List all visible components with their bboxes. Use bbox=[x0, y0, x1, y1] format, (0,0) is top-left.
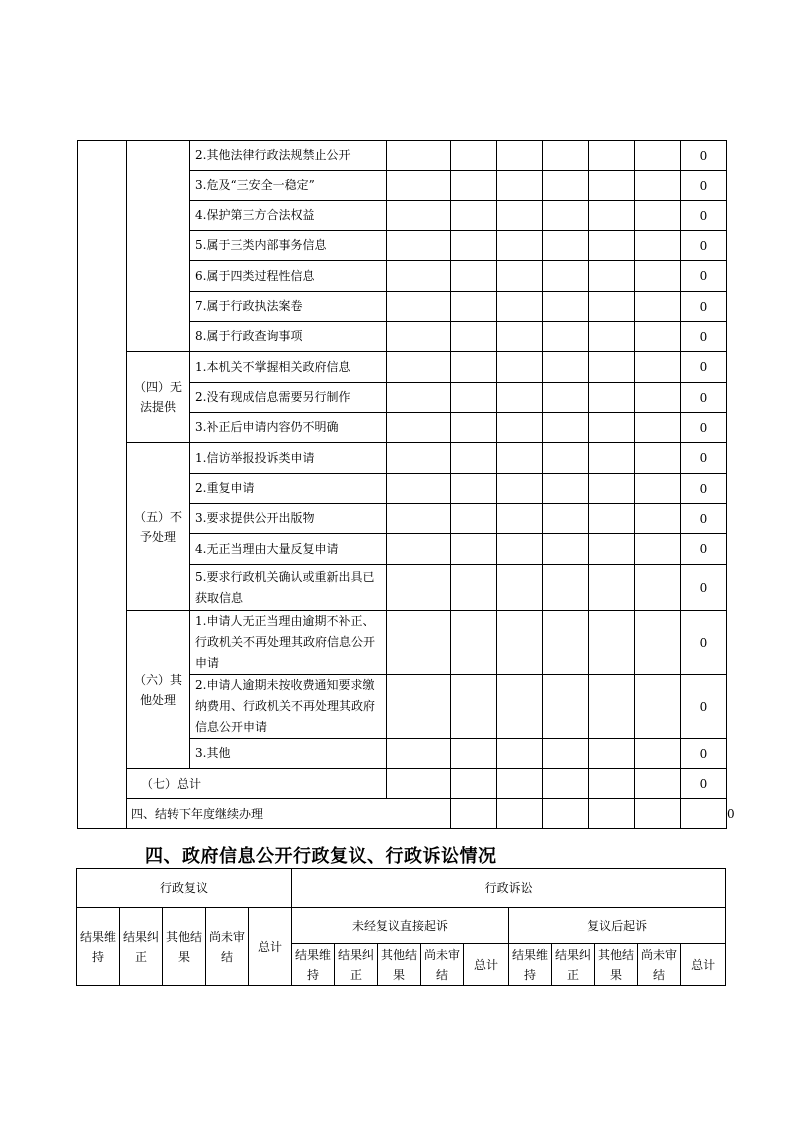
row-total: 0 bbox=[681, 474, 727, 504]
after-maintain: 结果维持 bbox=[509, 944, 552, 986]
carryover-row: 四、结转下年度继续办理 0 bbox=[78, 799, 727, 829]
empty-cell bbox=[543, 322, 589, 352]
empty-cell bbox=[451, 383, 497, 413]
empty-cell bbox=[497, 141, 543, 171]
empty-cell bbox=[589, 352, 635, 383]
empty-cell bbox=[589, 201, 635, 231]
empty-cell bbox=[497, 413, 543, 443]
empty-cell bbox=[387, 171, 451, 201]
empty-cell bbox=[543, 534, 589, 565]
row-total: 0 bbox=[681, 504, 727, 534]
empty-cell bbox=[589, 383, 635, 413]
empty-cell bbox=[589, 675, 635, 739]
empty-cell bbox=[543, 443, 589, 474]
review-litigation-table bbox=[76, 868, 726, 986]
empty-cell bbox=[451, 675, 497, 739]
empty-cell bbox=[497, 739, 543, 769]
table-row bbox=[78, 352, 727, 383]
row-total: 0 bbox=[681, 352, 727, 383]
empty-cell bbox=[543, 231, 589, 261]
empty-cell bbox=[589, 413, 635, 443]
empty-cell bbox=[543, 611, 589, 675]
empty-cell bbox=[451, 322, 497, 352]
empty-cell bbox=[451, 352, 497, 383]
item-label: 2.申请人逾期未按收费通知要求缴纳费用、行政机关不再处理其政府信息公开申请 bbox=[190, 675, 387, 739]
row-total: 0 bbox=[681, 322, 727, 352]
category-cell: （六）其他处理 bbox=[127, 611, 190, 769]
empty-cell bbox=[543, 799, 589, 829]
direct-correct: 结果纠正 bbox=[335, 944, 378, 986]
empty-cell bbox=[635, 141, 681, 171]
row-total: 0 bbox=[681, 565, 727, 611]
empty-cell bbox=[387, 739, 451, 769]
empty-cell bbox=[497, 799, 543, 829]
empty-cell bbox=[543, 383, 589, 413]
empty-cell bbox=[589, 443, 635, 474]
category-cell: （四）无法提供 bbox=[127, 352, 190, 443]
empty-cell bbox=[497, 443, 543, 474]
empty-cell bbox=[451, 231, 497, 261]
item-label: 1.申请人无正当理由逾期不补正、行政机关不再处理其政府信息公开申请 bbox=[190, 611, 387, 675]
empty-cell bbox=[589, 171, 635, 201]
empty-cell bbox=[635, 231, 681, 261]
empty-cell bbox=[543, 352, 589, 383]
outer-column-cell bbox=[78, 141, 127, 829]
category-cell: （五）不予处理 bbox=[127, 443, 190, 611]
empty-cell bbox=[387, 141, 451, 171]
empty-cell bbox=[497, 611, 543, 675]
item-label: 4.无正当理由大量反复申请 bbox=[190, 534, 387, 565]
empty-cell bbox=[635, 352, 681, 383]
empty-cell bbox=[387, 413, 451, 443]
empty-cell bbox=[589, 769, 635, 799]
empty-cell bbox=[451, 171, 497, 201]
item-label: 2.没有现成信息需要另行制作 bbox=[190, 383, 387, 413]
empty-cell bbox=[497, 534, 543, 565]
item-label: 2.其他法律行政法规禁止公开 bbox=[190, 141, 387, 171]
empty-cell bbox=[451, 739, 497, 769]
empty-cell bbox=[543, 504, 589, 534]
empty-cell bbox=[635, 504, 681, 534]
row-total: 0 bbox=[681, 413, 727, 443]
section-title: 四、政府信息公开行政复议、行政诉讼情况 bbox=[145, 846, 497, 867]
header-after-review-suit: 复议后起诉 bbox=[509, 908, 726, 944]
empty-cell bbox=[681, 799, 727, 829]
item-label: 5.属于三类内部事务信息 bbox=[190, 231, 387, 261]
item-label: 2.重复申请 bbox=[190, 474, 387, 504]
empty-cell bbox=[589, 141, 635, 171]
item-label: 6.属于四类过程性信息 bbox=[190, 261, 387, 292]
row-total: 0 bbox=[681, 443, 727, 474]
empty-cell bbox=[543, 769, 589, 799]
empty-cell bbox=[635, 413, 681, 443]
header-review: 行政复议 bbox=[77, 869, 292, 908]
empty-cell bbox=[497, 769, 543, 799]
header-litigation: 行政诉讼 bbox=[292, 869, 726, 908]
after-total: 总计 bbox=[681, 944, 726, 986]
empty-cell bbox=[635, 799, 681, 829]
item-label: 8.属于行政查询事项 bbox=[190, 322, 387, 352]
empty-cell bbox=[451, 443, 497, 474]
item-label: 3.其他 bbox=[190, 739, 387, 769]
table-row bbox=[78, 141, 727, 171]
empty-cell bbox=[589, 504, 635, 534]
direct-pending: 尚未审结 bbox=[421, 944, 464, 986]
empty-cell bbox=[543, 413, 589, 443]
item-label: 3.危及“三安全一稳定” bbox=[190, 171, 387, 201]
empty-cell bbox=[635, 534, 681, 565]
empty-cell bbox=[387, 231, 451, 261]
empty-cell bbox=[497, 322, 543, 352]
empty-cell bbox=[387, 534, 451, 565]
subtotal-row bbox=[78, 769, 727, 799]
row-total: 0 bbox=[681, 739, 727, 769]
empty-cell bbox=[451, 504, 497, 534]
empty-cell bbox=[497, 201, 543, 231]
empty-cell bbox=[543, 474, 589, 504]
table-row bbox=[78, 611, 727, 675]
empty-cell bbox=[589, 611, 635, 675]
empty-cell bbox=[387, 261, 451, 292]
item-label: 7.属于行政执法案卷 bbox=[190, 292, 387, 322]
empty-cell bbox=[497, 383, 543, 413]
row-total: 0 bbox=[681, 611, 727, 675]
item-label: 1.信访举报投诉类申请 bbox=[190, 443, 387, 474]
empty-cell bbox=[635, 769, 681, 799]
carryover-label: 四、结转下年度继续办理 bbox=[127, 799, 451, 829]
empty-cell bbox=[589, 292, 635, 322]
subtotal-label: （七）总计 bbox=[127, 769, 387, 799]
row-total: 0 bbox=[681, 383, 727, 413]
empty-cell bbox=[543, 171, 589, 201]
empty-cell bbox=[635, 383, 681, 413]
row-total: 0 bbox=[681, 534, 727, 565]
review-correct: 结果纠正 bbox=[120, 908, 163, 986]
empty-cell bbox=[387, 292, 451, 322]
empty-cell bbox=[635, 611, 681, 675]
empty-cell bbox=[387, 675, 451, 739]
empty-cell bbox=[589, 322, 635, 352]
empty-cell bbox=[497, 261, 543, 292]
empty-cell bbox=[635, 201, 681, 231]
direct-other: 其他结果 bbox=[378, 944, 421, 986]
empty-cell bbox=[497, 675, 543, 739]
empty-cell bbox=[387, 443, 451, 474]
empty-cell bbox=[451, 474, 497, 504]
row-total: 0 bbox=[681, 171, 727, 201]
empty-cell bbox=[497, 231, 543, 261]
empty-cell bbox=[589, 739, 635, 769]
empty-cell bbox=[387, 201, 451, 231]
review-maintain: 结果维持 bbox=[77, 908, 120, 986]
empty-cell bbox=[387, 352, 451, 383]
empty-cell bbox=[543, 675, 589, 739]
empty-cell bbox=[387, 769, 451, 799]
empty-cell bbox=[387, 611, 451, 675]
empty-cell bbox=[497, 292, 543, 322]
row-total: 0 bbox=[681, 231, 727, 261]
empty-cell bbox=[635, 565, 681, 611]
item-label: 5.要求行政机关确认或重新出具已获取信息 bbox=[190, 565, 387, 611]
after-correct: 结果纠正 bbox=[552, 944, 595, 986]
empty-cell bbox=[451, 769, 497, 799]
empty-cell bbox=[589, 231, 635, 261]
empty-cell bbox=[451, 292, 497, 322]
review-total: 总计 bbox=[249, 908, 292, 986]
direct-total: 总计 bbox=[464, 944, 509, 986]
review-pending: 尚未审结 bbox=[206, 908, 249, 986]
empty-cell bbox=[635, 443, 681, 474]
empty-cell bbox=[635, 739, 681, 769]
empty-cell bbox=[543, 565, 589, 611]
empty-cell bbox=[451, 799, 497, 829]
empty-cell bbox=[635, 292, 681, 322]
empty-cell bbox=[543, 201, 589, 231]
empty-cell bbox=[635, 474, 681, 504]
empty-cell bbox=[497, 171, 543, 201]
row-total: 0 bbox=[681, 292, 727, 322]
empty-cell bbox=[387, 322, 451, 352]
empty-cell bbox=[387, 504, 451, 534]
category-cell bbox=[127, 141, 190, 352]
empty-cell bbox=[635, 675, 681, 739]
empty-cell bbox=[635, 171, 681, 201]
empty-cell bbox=[451, 413, 497, 443]
empty-cell bbox=[543, 292, 589, 322]
header-direct-suit: 未经复议直接起诉 bbox=[292, 908, 509, 944]
direct-maintain: 结果维持 bbox=[292, 944, 335, 986]
application-handling-table bbox=[77, 140, 735, 829]
after-other: 其他结果 bbox=[595, 944, 638, 986]
review-other: 其他结果 bbox=[163, 908, 206, 986]
empty-cell bbox=[497, 565, 543, 611]
item-label: 1.本机关不掌握相关政府信息 bbox=[190, 352, 387, 383]
empty-cell bbox=[543, 739, 589, 769]
empty-cell bbox=[589, 799, 635, 829]
after-pending: 尚未审结 bbox=[638, 944, 681, 986]
row-total: 0 bbox=[681, 141, 727, 171]
row-total: 0 bbox=[681, 201, 727, 231]
row-total: 0 bbox=[681, 675, 727, 739]
empty-cell bbox=[589, 565, 635, 611]
item-label: 4.保护第三方合法权益 bbox=[190, 201, 387, 231]
empty-cell bbox=[387, 565, 451, 611]
row-total: 0 bbox=[681, 261, 727, 292]
empty-cell bbox=[387, 474, 451, 504]
empty-cell bbox=[451, 565, 497, 611]
empty-cell bbox=[387, 383, 451, 413]
empty-cell bbox=[451, 261, 497, 292]
empty-cell bbox=[543, 141, 589, 171]
item-label: 3.补正后申请内容仍不明确 bbox=[190, 413, 387, 443]
item-label: 3.要求提供公开出版物 bbox=[190, 504, 387, 534]
empty-cell bbox=[451, 611, 497, 675]
empty-cell bbox=[451, 534, 497, 565]
subtotal-value: 0 bbox=[681, 769, 727, 799]
empty-cell bbox=[497, 474, 543, 504]
empty-cell bbox=[589, 534, 635, 565]
empty-cell bbox=[589, 474, 635, 504]
table-row bbox=[78, 443, 727, 474]
empty-cell bbox=[451, 141, 497, 171]
empty-cell bbox=[635, 322, 681, 352]
empty-cell bbox=[543, 261, 589, 292]
empty-cell bbox=[451, 201, 497, 231]
empty-cell bbox=[635, 261, 681, 292]
empty-cell bbox=[589, 261, 635, 292]
empty-cell bbox=[497, 504, 543, 534]
empty-cell bbox=[497, 352, 543, 383]
